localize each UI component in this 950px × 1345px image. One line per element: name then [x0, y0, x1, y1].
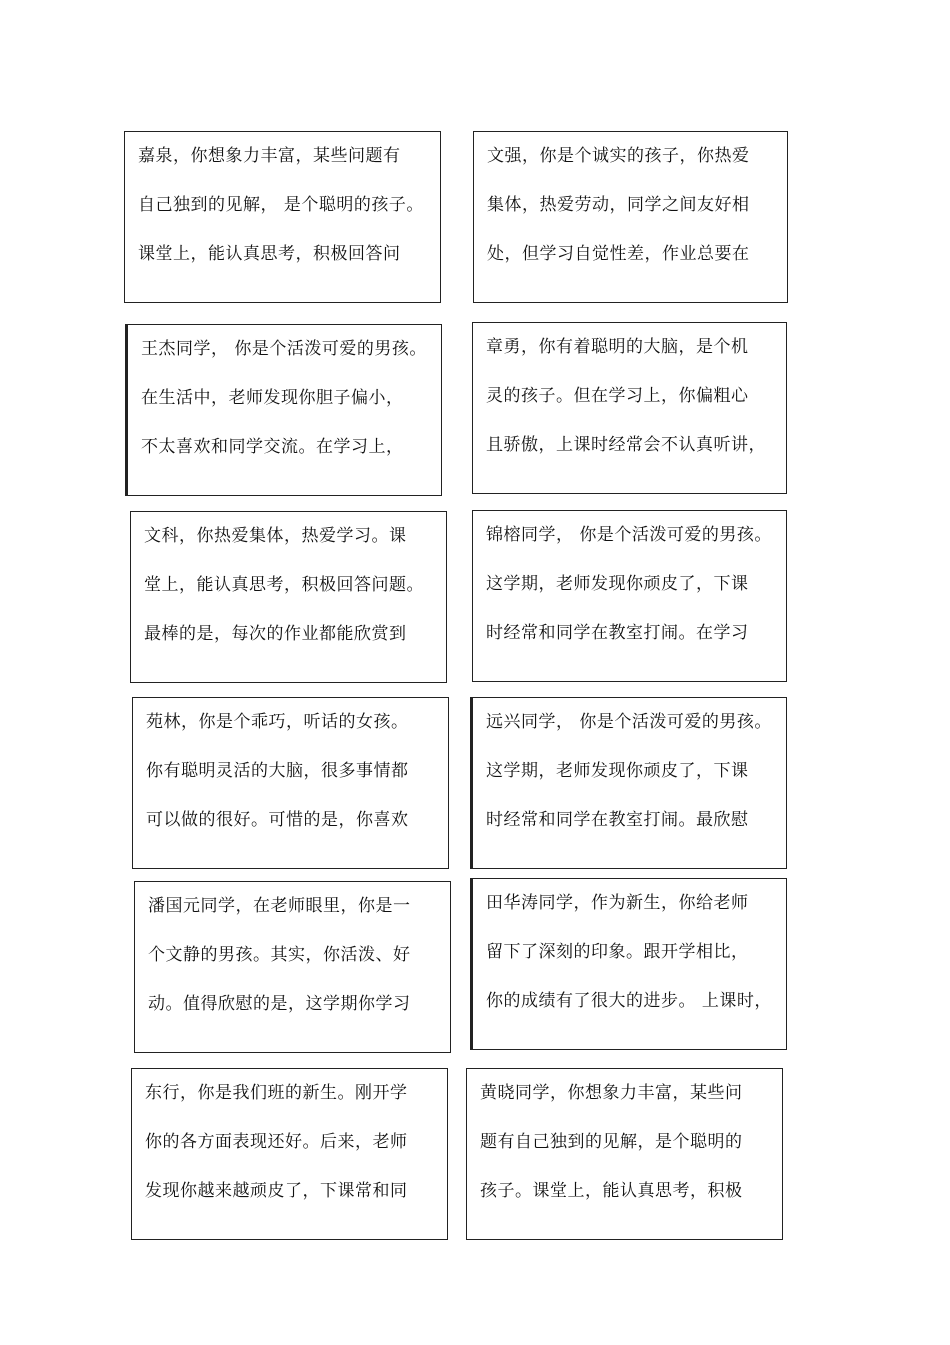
card-line: 课堂上，能认真思考，积极回答问 [138, 244, 401, 264]
card-line: 且骄傲，上课时经常会不认真听讲， [486, 435, 766, 455]
card-line: 自己独到的见解， 是个聪明的孩子。 [138, 195, 424, 215]
card-line: 不太喜欢和同学交流。在学习上， [141, 437, 404, 457]
card-yuanlin [132, 697, 449, 869]
card-line: 章勇，你有着聪明的大脑，是个机 [486, 337, 749, 357]
card-line: 潘国元同学，在老师眼里，你是一 [148, 896, 411, 916]
card-line: 你有聪明灵活的大脑，很多事情都 [146, 761, 409, 781]
card-line: 留下了深刻的印象。跟开学相比， [486, 942, 749, 962]
card-tianhuatao [470, 878, 787, 1050]
card-line: 锦榕同学， 你是个活泼可爱的男孩。 [486, 525, 772, 545]
card-dongxing [131, 1068, 448, 1240]
card-line: 动。值得欣慰的是，这学期你学习 [148, 994, 411, 1014]
card-yuanxing [470, 697, 787, 869]
card-line: 集体，热爱劳动，同学之间友好相 [487, 195, 750, 215]
card-jinrong [472, 510, 787, 682]
card-line: 你的成绩有了很大的进步。 上课时， [486, 991, 772, 1011]
card-zhangyong [472, 322, 787, 494]
card-line: 东行，你是我们班的新生。刚开学 [145, 1083, 408, 1103]
card-line: 最棒的是，每次的作业都能欣赏到 [144, 624, 407, 644]
card-wenke [130, 511, 447, 683]
card-line: 孩子。课堂上，能认真思考，积极 [480, 1181, 743, 1201]
card-line: 苑林，你是个乖巧，听话的女孩。 [146, 712, 409, 732]
card-line: 你的各方面表现还好。后来，老师 [145, 1132, 408, 1152]
card-wangjie [125, 324, 442, 496]
card-panguoyuan [134, 881, 451, 1053]
card-jiaquan [124, 131, 441, 303]
card-huangxiao [466, 1068, 783, 1240]
card-line: 远兴同学， 你是个活泼可爱的男孩。 [486, 712, 772, 732]
card-line: 时经常和同学在教室打闹。在学习 [486, 623, 749, 643]
card-line: 题有自己独到的见解，是个聪明的 [480, 1132, 743, 1152]
card-line: 这学期，老师发现你顽皮了，下课 [486, 574, 749, 594]
card-line: 田华涛同学，作为新生，你给老师 [486, 893, 749, 913]
card-line: 可以做的很好。可惜的是，你喜欢 [146, 810, 409, 830]
card-line: 这学期，老师发现你顽皮了，下课 [486, 761, 749, 781]
card-line: 发现你越来越顽皮了，下课常和同 [145, 1181, 408, 1201]
card-line: 在生活中，老师发现你胆子偏小， [141, 388, 404, 408]
card-line: 黄晓同学，你想象力丰富，某些问 [480, 1083, 743, 1103]
card-line: 灵的孩子。但在学习上，你偏粗心 [486, 386, 749, 406]
card-line: 时经常和同学在教室打闹。最欣慰 [486, 810, 749, 830]
card-line: 嘉泉，你想象力丰富，某些问题有 [138, 146, 401, 166]
card-line: 个文静的男孩。其实，你活泼、好 [148, 945, 411, 965]
card-wenqiang [473, 131, 788, 303]
card-line: 堂上，能认真思考，积极回答问题。 [144, 575, 424, 595]
card-line: 文科，你热爱集体，热爱学习。课 [144, 526, 407, 546]
card-line: 处，但学习自觉性差，作业总要在 [487, 244, 750, 264]
card-line: 文强，你是个诚实的孩子，你热爱 [487, 146, 750, 166]
card-line: 王杰同学， 你是个活泼可爱的男孩。 [141, 339, 427, 359]
